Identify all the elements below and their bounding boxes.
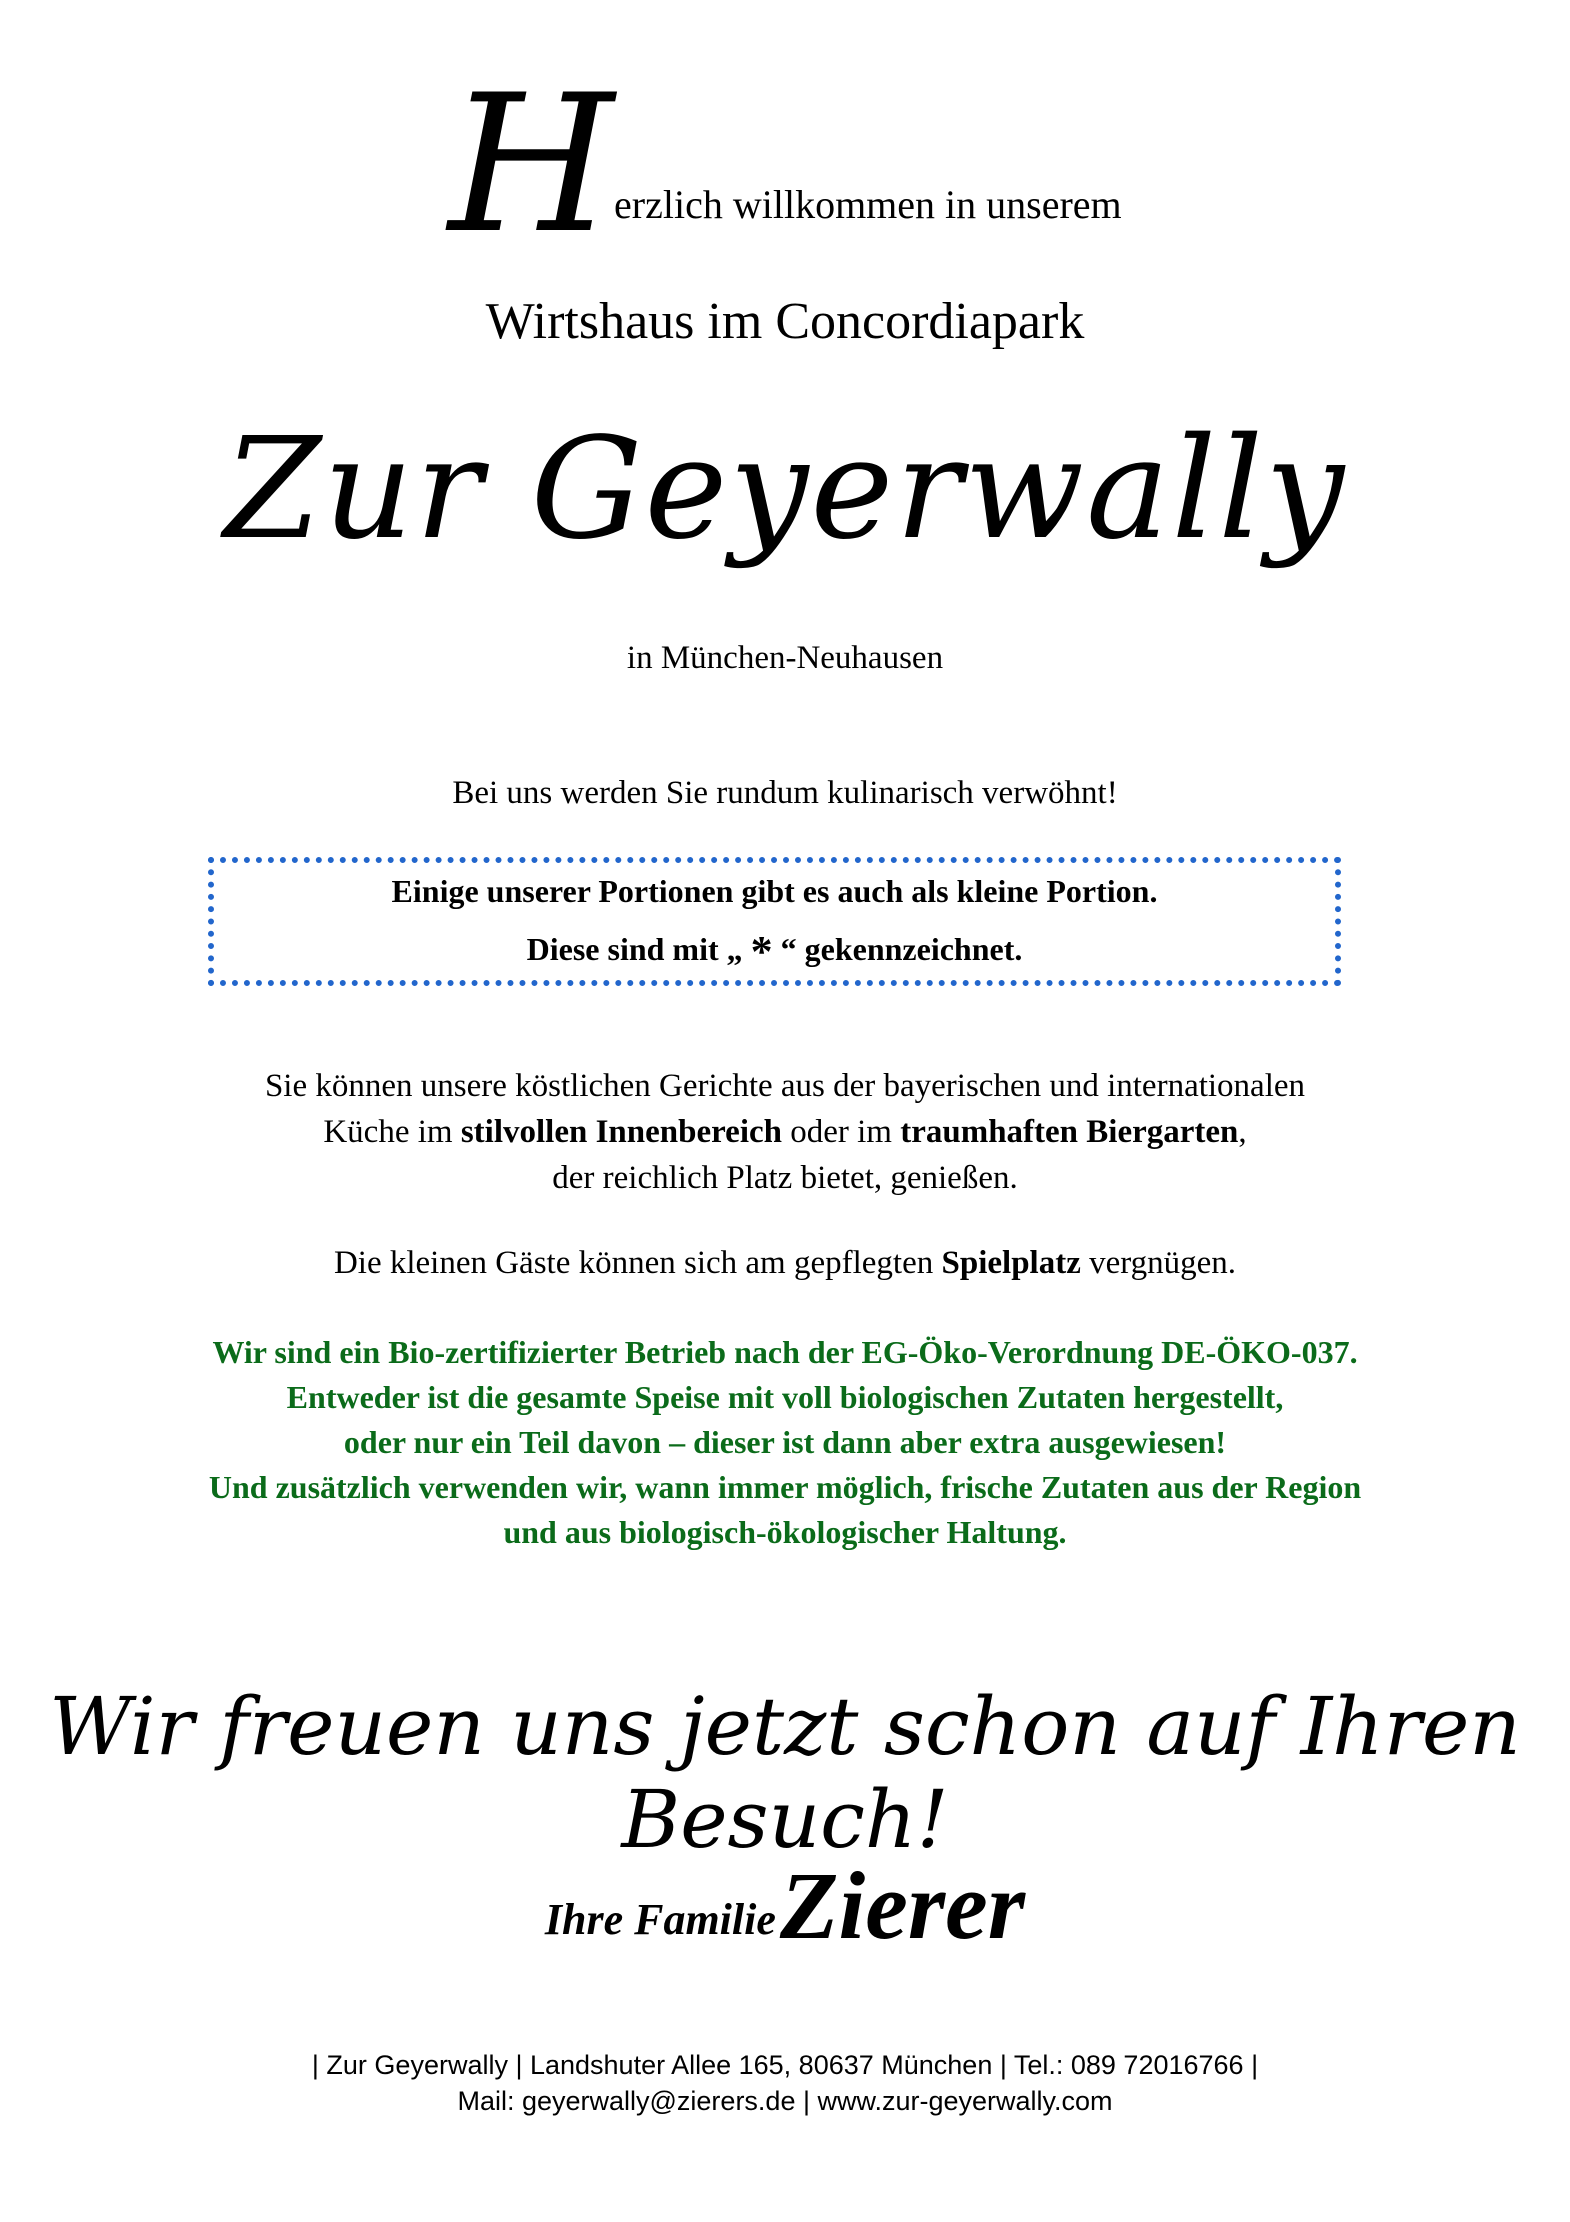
- bio-certification-paragraph: [0, 1330, 1570, 1555]
- bio-line: oder nur ein Teil davon – dieser ist dann aber extra ausgewiesen!: [343, 1424, 1227, 1460]
- closing-message: Wir freuen uns jetzt schon auf Ihren Besuch!: [49, 1680, 1521, 1866]
- signature-family: Ihre Familie: [544, 1895, 776, 1944]
- playground-prefix: Die kleinen Gäste können sich am gepflegten: [333, 1245, 942, 1281]
- bio-line: und aus biologisch-ökologischer Haltung.: [503, 1514, 1067, 1550]
- footer-contact: [0, 2047, 1570, 2119]
- asterisk-marker: *: [750, 927, 773, 976]
- description-text: ,: [1238, 1114, 1247, 1150]
- notice-line-2: [527, 920, 1023, 981]
- description-line-3: der reichlich Platz bietet, genießen.: [552, 1160, 1018, 1196]
- description-text: Küche im: [323, 1114, 461, 1150]
- subtitle: Wirtshaus im Concordiapark: [485, 293, 1085, 350]
- playground-suffix: vergnügen.: [1080, 1245, 1237, 1281]
- highlight-interior: stilvollen Innenbereich: [460, 1114, 782, 1150]
- footer-address-line: | Zur Geyerwally | Landshuter Allee 165, 80637 München | Tel.: 089 72016766 |: [311, 2050, 1259, 2080]
- restaurant-title: Zur Geyerwally: [223, 408, 1347, 571]
- greeting-text: erzlich willkommen in unserem: [614, 182, 1122, 227]
- notice-line-2-prefix: Diese sind mit „: [526, 931, 751, 967]
- signature-name: Zierer: [779, 1852, 1026, 1959]
- description-line-1: Sie können unsere köstlichen Gerichte aus der bayerischen und internationalen: [264, 1068, 1306, 1104]
- bio-line: Und zusätzlich verwenden wir, wann immer möglich, frische Zutaten aus der Region: [208, 1469, 1362, 1505]
- highlight-beergarden: traumhaften Biergarten: [900, 1114, 1239, 1150]
- bio-line: Entweder ist die gesamte Speise mit voll biologischen Zutaten hergestellt,: [286, 1379, 1284, 1415]
- bio-line: Wir sind ein Bio-zertifizierter Betrieb nach der EG-Öko-Verordnung DE-ÖKO-037.: [212, 1334, 1358, 1370]
- greeting-initial: H: [448, 54, 615, 275]
- description-paragraph: [0, 1063, 1570, 1201]
- intro-text: Bei uns werden Sie rundum kulinarisch verwöhnt!: [452, 775, 1118, 811]
- small-portion-notice: [208, 857, 1341, 986]
- signature: [0, 1850, 1570, 1961]
- notice-line-1: Einige unserer Portionen gibt es auch als kleine Portion.: [391, 873, 1158, 909]
- location-text: in München-Neuhausen: [626, 640, 944, 676]
- playground-text: [0, 1245, 1570, 1282]
- greeting-heading: [0, 54, 1570, 275]
- footer-web-line: Mail: geyerwally@zierers.de | www.zur-geyerwally.com: [457, 2086, 1113, 2116]
- description-text: oder im: [781, 1114, 901, 1150]
- highlight-playground: Spielplatz: [941, 1245, 1081, 1281]
- description-line-2: [0, 1109, 1570, 1155]
- notice-line-2-suffix: “ gekennzeichnet.: [772, 931, 1023, 967]
